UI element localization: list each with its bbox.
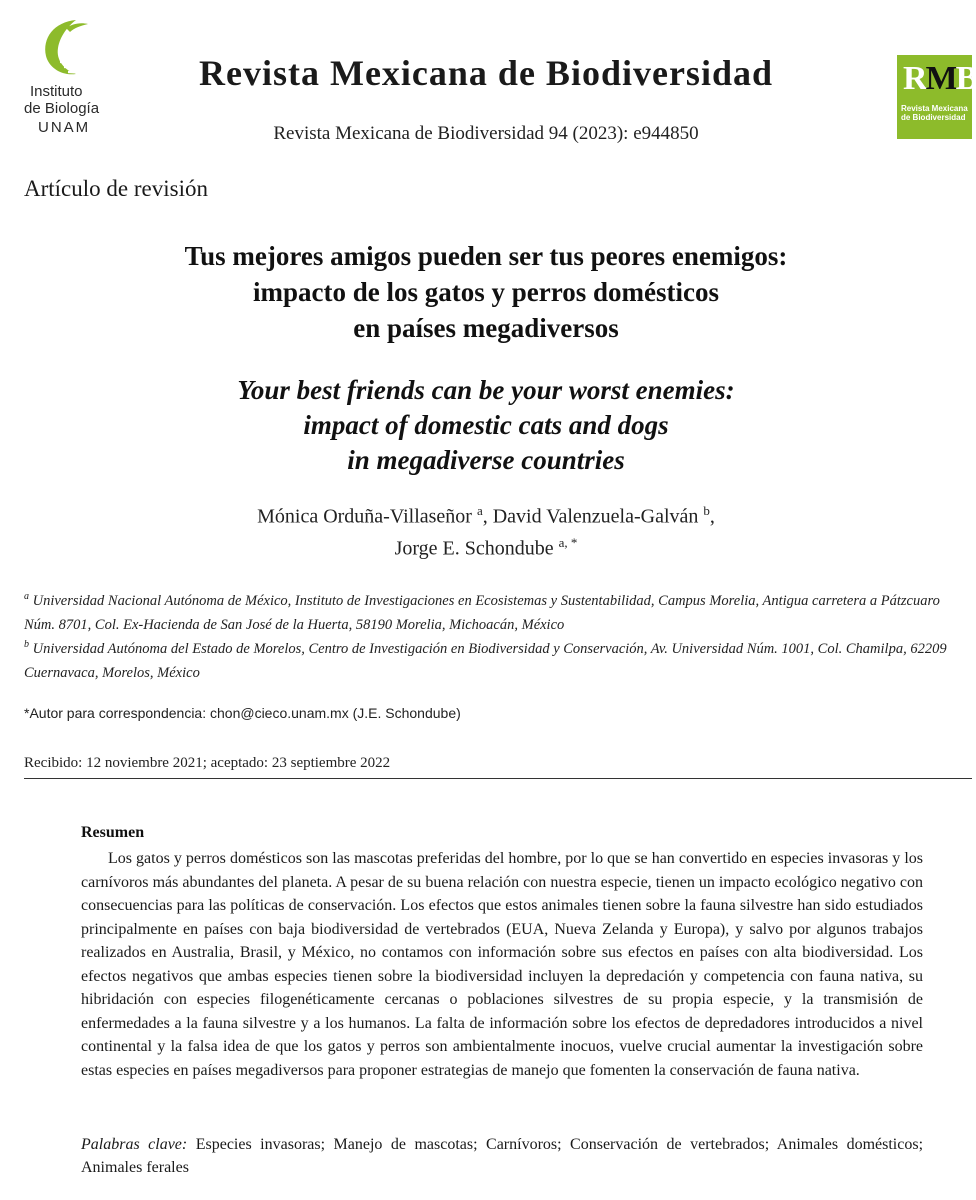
- keywords-label: Palabras clave:: [81, 1136, 188, 1153]
- title-english: [60, 373, 912, 478]
- affiliation-b: [24, 633, 972, 685]
- received-dates: Recibido: 12 noviembre 2021; aceptado: 23 septiembre 2022: [24, 755, 391, 771]
- title-spanish-line: impacto de los gatos y perros domésticos: [253, 277, 719, 307]
- author-affiliation-mark: b: [703, 503, 710, 518]
- affiliation-text: Universidad Autónoma del Estado de Morelos, Centro de Investigación en Biodiversidad y Conservación, Av. Universidad Núm. 1001, Col. Chamilpa, 62209 Cuernavaca, Morelos, México: [24, 640, 947, 681]
- rmb-logo-subtitle: Revista Mexicana de Biodiversidad: [901, 104, 968, 122]
- title-english-line: impact of domestic cats and dogs: [303, 410, 669, 440]
- rmb-letter-m: M: [925, 60, 956, 97]
- author-separator: ,: [482, 505, 493, 528]
- rmb-letter-b: B: [955, 60, 976, 97]
- title-spanish-line: Tus mejores amigos pueden ser tus peores enemigos:: [184, 241, 788, 271]
- author-separator: ,: [709, 505, 715, 528]
- journal-title: Revista Mexicana de Biodiversidad: [199, 53, 773, 93]
- institute-name-line1: Instituto: [30, 83, 83, 100]
- title-english-line: in megadiverse countries: [347, 445, 625, 475]
- abstract-heading: Resumen: [81, 824, 145, 841]
- rmb-logo: [897, 55, 976, 139]
- institute-logo: [24, 16, 120, 146]
- title-spanish-line: en países megadiversos: [353, 313, 619, 343]
- author-name: David Valenzuela-Galván: [492, 505, 699, 528]
- title-english-line: Your best friends can be your worst enemies:: [237, 375, 735, 405]
- affiliation-text: Universidad Nacional Autónoma de México, Instituto de Investigaciones en Ecosistemas y Sustentabilidad, Campus Morelia, Antigua carretera a Pátzcuaro Núm. 8701, Col. Ex-Hacienda de San José de la Huerta, 58190 Morelia, Michoacán, México: [24, 592, 940, 633]
- author-affiliation-mark: a, *: [558, 534, 578, 550]
- affiliation-mark: a: [24, 591, 29, 602]
- article-type: Artículo de revisión: [24, 176, 208, 201]
- rmb-letter-r: R: [903, 60, 926, 97]
- rmb-logo-letters: [903, 61, 976, 97]
- title-spanish: [60, 238, 912, 346]
- institute-name-line2: de Biología: [24, 100, 100, 117]
- correspondence-note: *Autor para correspondencia: chon@cieco.unam.mx (J.E. Schondube): [24, 705, 461, 721]
- institute-name-line3: UNAM: [38, 119, 91, 136]
- affiliation-a: [24, 585, 972, 637]
- keywords: [81, 1133, 923, 1179]
- author-affiliation-mark: a: [476, 503, 483, 518]
- abstract-body: Los gatos y perros domésticos son las mascotas preferidas del hombre, por lo que se han convertido en especies invasoras y los carnívoros más abundantes del planeta. A pesar de su buena relación con nuestra especie, tienen un impacto ecológico negativo con consecuencias para las políticas de conservación. Los efectos que estos animales tienen sobre la fauna silvestre han sido estudiados principalmente en países con baja biodiversidad de vertebrados (EUA, Nueva Zelanda y Europa), y salvo por algunos trabajos realizados en Australia, Brasil, y México, no contamos con información sobre sus efectos en países con alta biodiversidad. Los efectos negativos que ambas especies tienen sobre la biodiversidad incluyen la depredación y competencia con fauna nativa, su hibridación con especies filogenéticamente cercanas o poblaciones silvestres de su propia especie, y la transmisión de enfermedades a la fauna silvestre y a los humanos. La falta de información sobre los efectos de depredadores introducidos a nivel continental y la falsa idea de que los gatos y perros son ambientalmente inocuos, vuelve crucial aumentar la investigación sobre estas especies en países megadiversos para proponer estrategias de manejo que fomenten la conservación de fauna nativa.: [81, 850, 923, 1079]
- author-list: [60, 498, 912, 561]
- crescent-logo-icon: [36, 16, 96, 78]
- journal-citation: Revista Mexicana de Biodiversidad 94 (2023): e944850: [273, 123, 699, 144]
- keywords-text: Especies invasoras; Manejo de mascotas; Carnívoros; Conservación de vertebrados; Animales domésticos; Animales ferales: [81, 1136, 924, 1176]
- author-name: Jorge E. Schondube: [394, 537, 554, 560]
- author-name: Mónica Orduña-Villaseñor: [257, 505, 472, 528]
- affiliation-mark: b: [24, 639, 29, 650]
- section-divider: [24, 778, 972, 779]
